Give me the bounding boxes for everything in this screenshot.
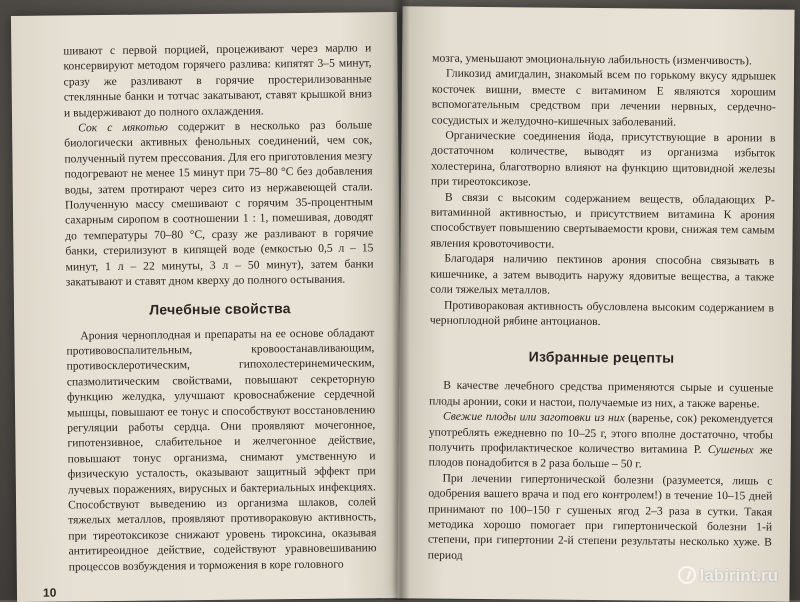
watermark (678, 566, 778, 586)
heading-selected-recipes: Избранные рецепты (528, 348, 675, 366)
right-paragraph-3: Органические соединения йода, присутствующие в аронии в достаточном количестве, выводят из организма избыток холестерина, благотворно влияют на функцию щитовидной железы при тиреотоксикозе. (431, 128, 776, 189)
right-paragraph-2: Гликозид амигдалин, знакомый всем по горькому вкусу ядрышек косточек вишни, вместе с витамином Е являются хорошим вспомогательным средством при лечении нервных, сердечно-сосудистых и желудочно-кишечных заболеваний. (431, 67, 777, 129)
right-paragraph-7: В качестве лечебного средства применяются сырые и сушеные плоды аронии, соки и настои, получаемые из них, а также варенье. (429, 378, 774, 411)
term-fresh-fruits: Свежие плоды или заготовки из них (442, 409, 625, 425)
right-paragraph-6: Противораковая активность обусловлена высоким содержанием в черноплодной рябине антоцианов. (429, 298, 775, 328)
right-paragraph-9: При лечении гипертонической болезни (разумеется, лишь с одобрения вашего врача и под его контролем!) в течение 10–15 дней принимают по 100–150 г сушеных ягод 2–3 раза в сутки. Такая методика хорошо помогает при гипертонической болезни 1-й степени, при гипертонии 2-й степени результаты несколько хуже. В период (427, 471, 773, 562)
right-paragraph-8 (429, 409, 774, 474)
right-paragraph-8-mid: (варенье, сок) рекомендуется употреблять ежедневно по 10–25 г, этого вполне достаточно, чтобы получить профилактическое количество витамина Р. (428, 411, 774, 456)
right-paragraph-1: мозга, уменьшают эмоциональную лабильность (изменчивость). (432, 51, 752, 68)
term-dried: Сушеных (707, 442, 754, 457)
labirint-logo-icon (678, 566, 696, 584)
left-paragraph-2-text: содержит в несколько раз больше биологически активных фенольных соединений, чем сок, полученный путем прессования. Для его приготовления мезгу подогревают не менее 15 минут при 75–80 °С без добавления воды, затем протирают через сито из нержавеющей стали. Полученную массу смешивают с горячим 35-процентным сахарным сиропом в соотношении 1 : 1, помешивая, доводят до температуры 70–80 °С, сразу же разливают в горячие банки, стерилизуют в кипящей воде (емкостью 0,5 л – 15 минут, 1 л – 22 минуты, 3 л – 50 минут), затем банки закатывают и ставят дном кверху до полного остывания. (64, 118, 374, 289)
right-paragraph-8-rest: же плодов понадобится в 2 раза больше – 50 г. (428, 443, 773, 471)
right-page (397, 6, 794, 601)
heading-medicinal-properties: Лечебные свойства (149, 299, 291, 318)
page-number: 10 (42, 585, 57, 600)
left-paragraph-2 (64, 117, 374, 290)
left-paragraph-3: Арония черноплодная и препараты на ее основе обладают противовоспалительным, кровоостанавливающим, противосклеротическим, гипохолестеринемическим, спазмолитическим свойствами, повышают секреторную функцию желудка, улучшают кровоснабжение сердечной мышцы, повышают ее тонус и способствуют восстановлению регуляции работы сердца. Они проявляют мочегонное, гипотензивное, слабительное и желчегонное действие, повышают тонус организма, снимают умственную и физическую усталость, оказывают защитный эффект при лучевых поражениях, вирусных и бактериальных инфекциях. Способствуют выведению из организма шлаков, солей тяжелых металлов, проявляют противораковую активность, при тиреотоксикозе снижают уровень тироксина, оказывая антитиреоидное действие, содействуют уравновешиванию процессов возбуждения и торможения в коре головного (66, 325, 377, 574)
right-paragraph-4: В связи с высоким содержанием веществ, обладающих Р-витаминной активностью, и присутствием витамина К арония способствует повышению свертываемости крови, снижая тем самым явления кровоточивости. (430, 190, 775, 251)
left-page (11, 12, 403, 602)
watermark-text: labirint.ru (699, 566, 778, 585)
left-paragraph-1: шивают с первой порцией, процеживают через марлю и консервируют методом горячего разлива: кипятят 3–5 минут, сразу же разливают в горячие простерилизованные стеклянные банки и тотчас закатывают, ставят крышкой вниз и выдерживают до полного охлаждения. (63, 41, 372, 120)
term-juice-with-pulp: Сок с мякотью (78, 120, 168, 135)
book-gutter (392, 0, 410, 600)
right-paragraph-5: Благодаря наличию пектинов арония способна связывать в кишечнике, а затем выводить наружу ядовитые вещества, а также соли тяжелых металлов. (430, 251, 775, 297)
